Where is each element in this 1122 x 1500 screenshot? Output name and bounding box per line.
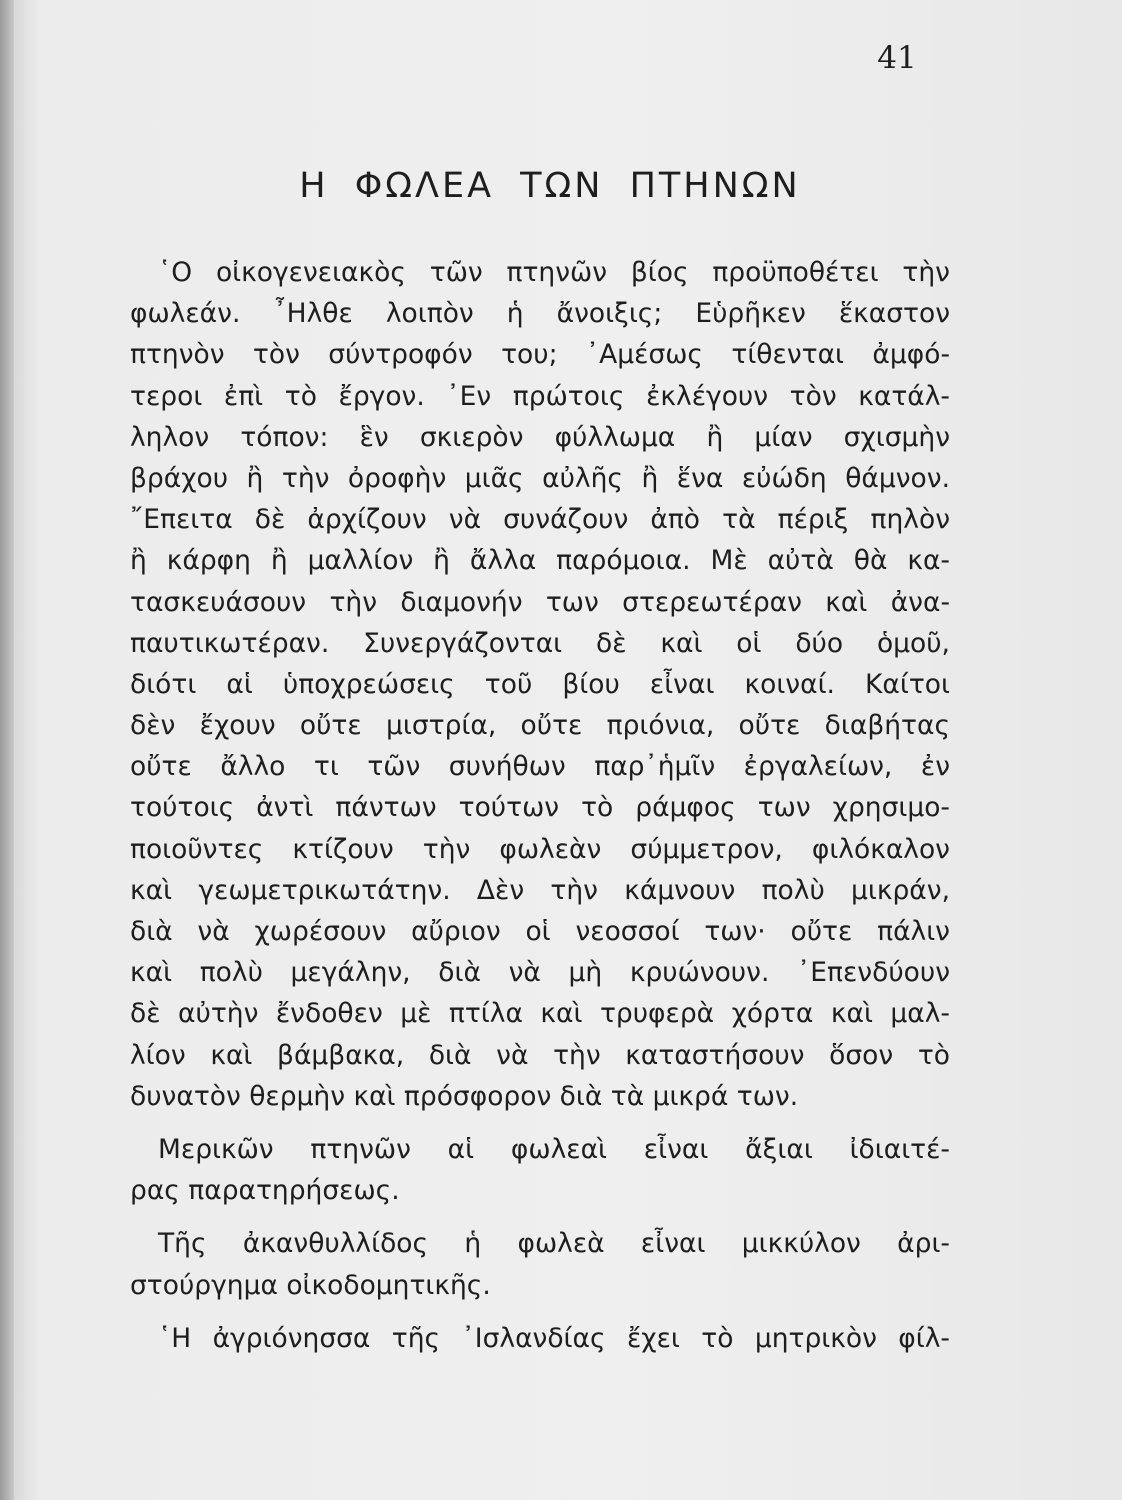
text-line: οὔτε ἄλλο τι τῶν συνήθων παρ᾿ἡμῖν ἐργαλείων, ἐν (130, 751, 950, 783)
chapter-title: Η ΦΩΛΕΑ ΤΩΝ ΠΤΗΝΩΝ (299, 166, 801, 206)
text-line: καὶ πολὺ μεγάλην, διὰ νὰ μὴ κρυώνουν. ᾿Επενδύουν (130, 957, 950, 989)
text-line: στούργημα οἰκοδομητικῆς. (130, 1269, 491, 1301)
paragraph (130, 1223, 950, 1305)
paragraph (130, 1129, 950, 1211)
text-line: πτηνὸν τὸν σύντροφόν του; ᾿Αμέσως τίθενται ἀμφό- (130, 339, 950, 371)
text-line: παυτικωτέραν. Συνεργάζονται δὲ καὶ οἱ δύο ὁμοῦ, (130, 627, 950, 659)
text-line: ῾Η ἀγριόνησσα τῆς ᾿Ισλανδίας ἔχει τὸ μητρικὸν φίλ- (158, 1322, 950, 1354)
page-number: 41 (877, 40, 917, 76)
text-line: λίον καὶ βάμβακα, διὰ νὰ τὴν καταστήσουν ὅσον τὸ (130, 1039, 950, 1071)
text-line: τούτοις ἀντὶ πάντων τούτων τὸ ράμφος των χρησιμο- (130, 792, 950, 824)
paragraph-gap (130, 1117, 950, 1129)
paragraph-gap (130, 1306, 950, 1318)
text-line: καὶ γεωμετρικωτάτην. Δὲν τὴν κάμνουν πολὺ μικράν, (130, 874, 950, 906)
text-line: Μερικῶν πτηνῶν αἱ φωλεαὶ εἶναι ἄξιαι ἰδιαιτέ- (158, 1133, 950, 1165)
text-line: τεροι ἐπὶ τὸ ἔργον. ᾿Εν πρώτοις ἐκλέγουν τὸν κατάλ- (130, 380, 950, 412)
text-line: φωλεάν. ῏Ηλθε λοιπὸν ἡ ἄνοιξις; Εὑρῆκεν ἕκαστον (130, 298, 950, 330)
text-line: ποιοῦντες κτίζουν τὴν φωλεὰν σύμμετρον, φιλόκαλον (130, 833, 950, 865)
body-text (130, 252, 950, 1359)
paragraph-gap (130, 1211, 950, 1223)
text-line: Τῆς ἀκανθυλλίδος ἡ φωλεὰ εἶναι μικκύλον ἀρι- (158, 1228, 950, 1260)
text-line: ρας παρατηρήσεως. (130, 1175, 400, 1207)
text-line: δὲ αὐτὴν ἔνδοθεν μὲ πτίλα καὶ τρυφερὰ χόρτα καὶ μαλ- (130, 998, 950, 1030)
text-line: διότι αἱ ὑποχρεώσεις τοῦ βίου εἶναι κοιναί. Καίτοι (130, 668, 950, 700)
text-line: δὲν ἔχουν οὔτε μιστρία, οὔτε πριόνια, οὔτε διαβήτας (130, 710, 950, 742)
paragraph (130, 1318, 950, 1359)
text-line: διὰ νὰ χωρέσουν αὔριον οἱ νεοσσοί των· οὔτε πάλιν (130, 916, 950, 947)
text-line: βράχου ἢ τὴν ὀροφὴν μιᾶς αὐλῆς ἢ ἕνα εὐώδη θάμνον. (130, 462, 950, 494)
text-line: ῎Επειτα δὲ ἀρχίζουν νὰ συνάζουν ἀπὸ τὰ πέριξ πηλὸν (130, 504, 950, 536)
book-spine-shadow (0, 0, 14, 1500)
text-line: ἢ κάρφη ἢ μαλλίον ἢ ἄλλα παρόμοια. Μὲ αὐτὰ θὰ κα- (130, 545, 950, 577)
text-line: ῾Ο οἰκογενειακὸς τῶν πτηνῶν βίος προϋποθέτει τὴν (158, 257, 950, 288)
paragraph (130, 252, 950, 1117)
text-line: τασκευάσουν τὴν διαμονήν των στερεωτέραν καὶ ἀνα- (130, 586, 950, 618)
text-line: ληλον τόπον: ἓν σκιερὸν φύλλωμα ἢ μίαν σχισμὴν (130, 421, 950, 453)
text-line: δυνατὸν θερμὴν καὶ πρόσφορον διὰ τὰ μικρά των. (130, 1080, 799, 1112)
